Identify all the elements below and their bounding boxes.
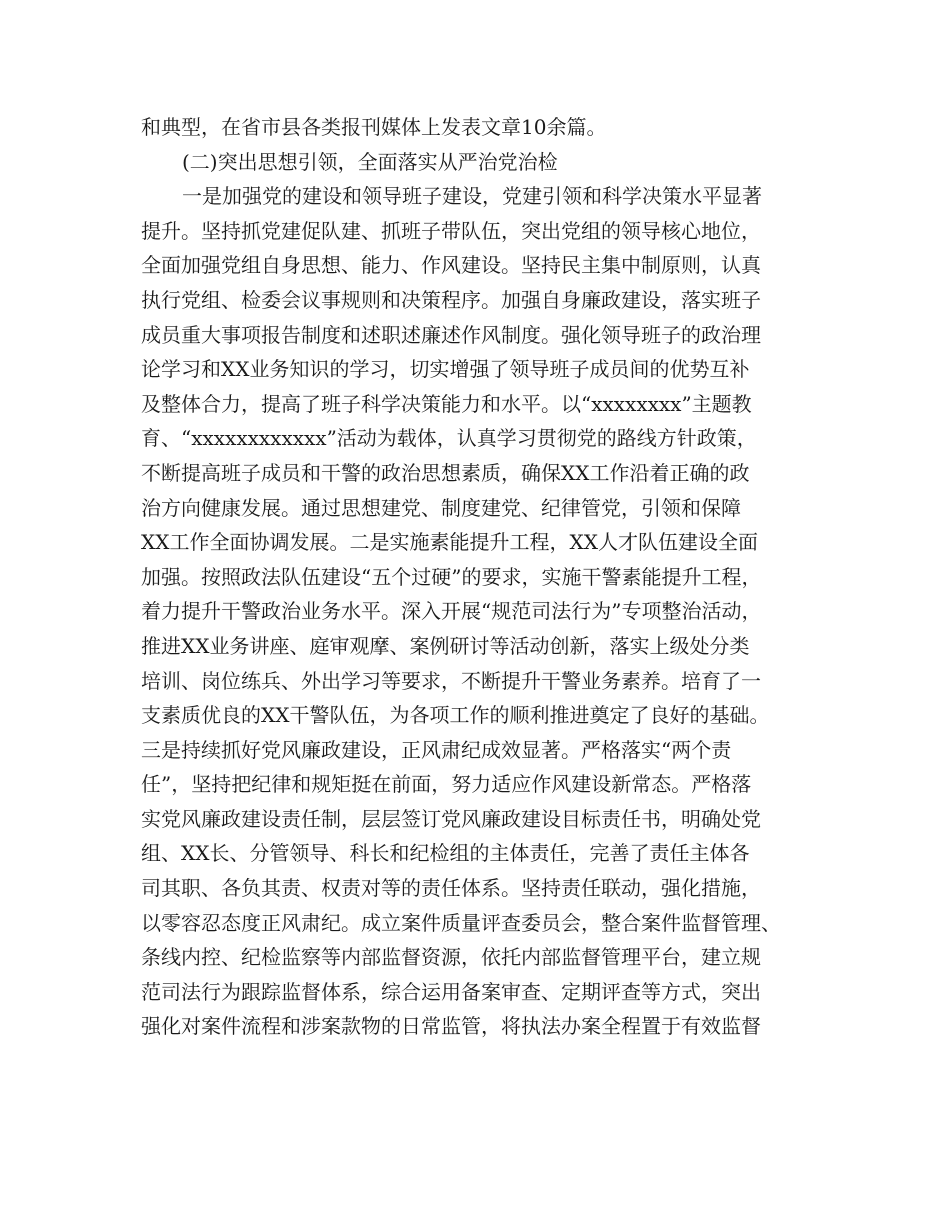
body-text [141,110,831,1044]
text-line: 论学习和XX业务知识的学习，切实增强了领导班子成员间的优势互补 [141,357,750,382]
text-line: 范司法行为跟踪监督体系，综合运用备案审查、定期评查等方式，突出 [141,979,761,1004]
text-line: 支素质优良的XX干警队伍，为各项工作的顺利推进奠定了良好的基础。 [141,703,770,728]
text-line: 加强。按照政法队伍建设“五个过硬”的要求，实施干警素能提升工程， [141,564,762,589]
text-line: 以零容忍态度正风肃纪。成立案件质量评查委员会，整合案件监督管理、 [141,910,781,935]
text-line: 组、XX长、分管领导、科长和纪检组的主体责任，完善了责任主体各 [141,841,750,866]
section-heading: (二)突出思想引领，全面落实从严治党治检 [182,149,558,174]
text-line: 培训、岗位练兵、外出学习等要求，不断提升干警业务素养。培育了一 [141,668,761,693]
text-line: 育、“xxxxxxxxxxxx”活动为载体，认真学习贯彻党的路线方针政策， [141,426,757,451]
text-line: 一是加强党的建设和领导班子建设，党建引领和科学决策水平显著 [182,184,762,209]
text-line: 提升。坚持抓党建促队建、抓班子带队伍，突出党组的领导核心地位， [141,218,761,243]
text-line: 任”，坚持把纪律和规矩挺在前面，努力适应作风建设新常态。严格落 [141,772,752,797]
text-line: 全面加强党组自身思想、能力、作风建设。坚持民主集中制原则，认真 [141,253,761,278]
text-line: 治方向健康发展。通过思想建党、制度建党、纪律管党，引领和保障 [141,495,741,520]
text-line: 实党风廉政建设责任制，层层签订党风廉政建设目标责任书，明确处党 [141,806,761,831]
text-line: 成员重大事项报告制度和述职述廉述作风制度。强化领导班子的政治理 [141,322,761,347]
text-line: 司其职、各负其责、权责对等的责任体系。坚持责任联动，强化措施， [141,876,761,901]
text-line: 执行党组、检委会议事规则和决策程序。加强自身廉政建设，落实班子 [141,287,761,312]
text-line: 和典型，在省市县各类报刊媒体上发表文章10余篇。 [141,115,607,139]
text-line: 三是持续抓好党风廉政建设，正风肃纪成效显著。严格落实“两个责 [141,737,732,762]
text-line: 及整体合力，提高了班子科学决策能力和水平。以“xxxxxxxx”主题教 [141,391,752,416]
text-line: 推进XX业务讲座、庭审观摩、案例研讨等活动创新，落实上级处分类 [141,633,750,658]
text-line: 条线内控、纪检监察等内部监督资源，依托内部监督管理平台，建立规 [141,945,761,970]
text-line: 不断提高班子成员和干警的政治思想素质，确保XX工作沿着正确的政 [141,460,750,485]
text-line: 着力提升干警政治业务水平。深入开展“规范司法行为”专项整治活动， [141,599,762,624]
text-line: 强化对案件流程和涉案款物的日常监管，将执法办案全程置于有效监督 [141,1014,761,1039]
text-line: XX工作全面协调发展。二是实施素能提升工程，XX人才队伍建设全面 [141,530,758,555]
